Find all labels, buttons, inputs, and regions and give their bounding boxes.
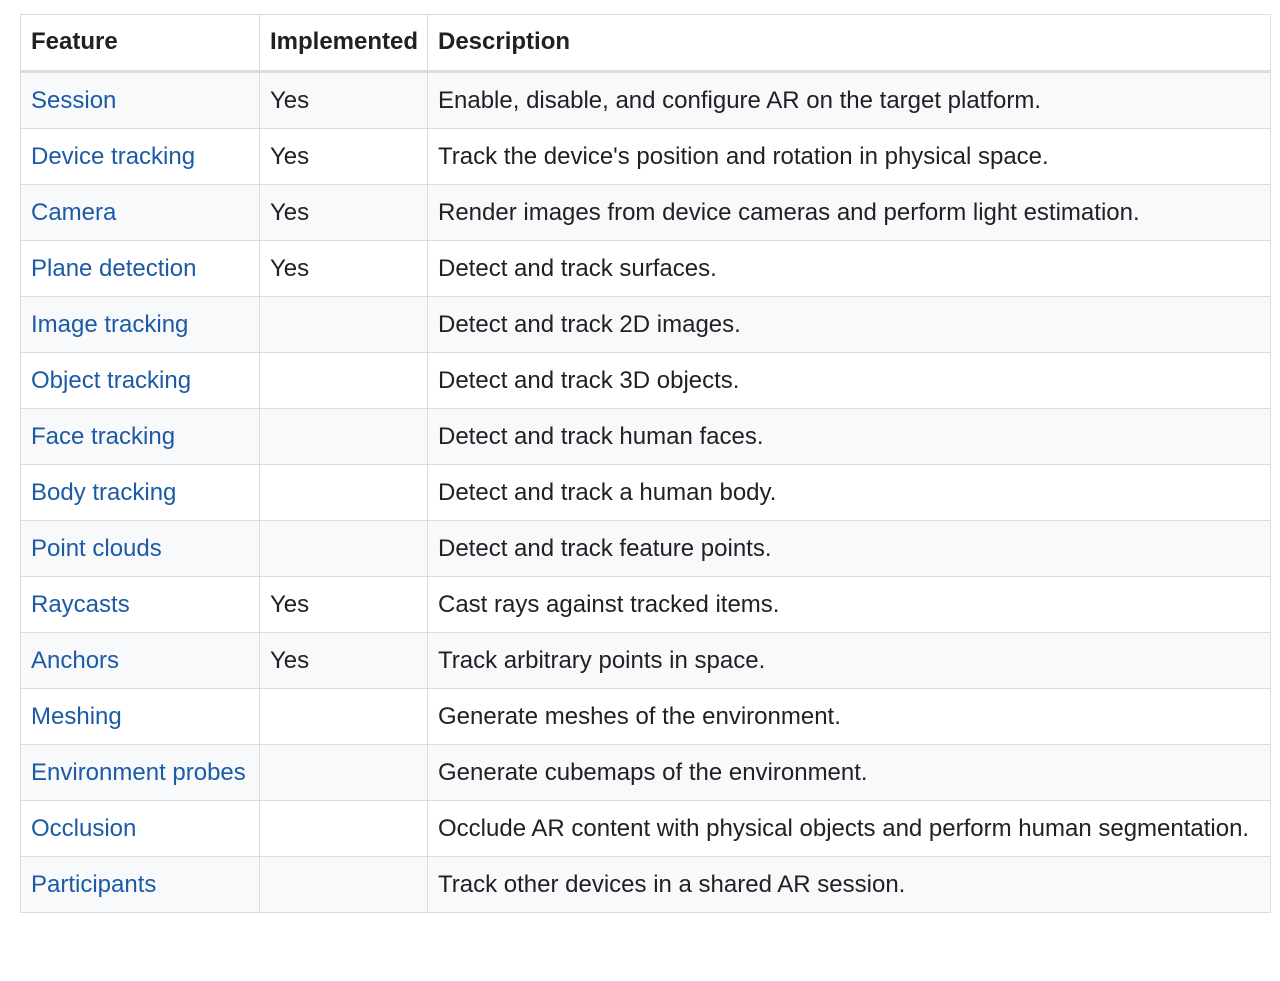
feature-link[interactable]: Plane detection xyxy=(31,255,197,282)
feature-link[interactable]: Point clouds xyxy=(31,535,162,562)
table-row xyxy=(21,857,1271,913)
implemented-cell xyxy=(260,353,428,409)
header-implemented: Implemented xyxy=(260,15,428,72)
feature-cell xyxy=(21,185,260,241)
description-cell: Detect and track feature points. xyxy=(428,521,1271,577)
description-cell: Detect and track a human body. xyxy=(428,465,1271,521)
feature-cell xyxy=(21,745,260,801)
feature-link[interactable]: Raycasts xyxy=(31,591,130,618)
description-cell: Generate meshes of the environment. xyxy=(428,689,1271,745)
implemented-cell: Yes xyxy=(260,633,428,689)
feature-link[interactable]: Object tracking xyxy=(31,367,192,394)
description-cell: Track the device's position and rotation in physical space. xyxy=(428,129,1271,185)
implemented-cell xyxy=(260,465,428,521)
feature-link[interactable]: Participants xyxy=(31,871,157,898)
table-row xyxy=(21,801,1271,857)
description-cell: Detect and track human faces. xyxy=(428,409,1271,465)
feature-link[interactable]: Environment probes xyxy=(31,759,246,786)
description-cell: Track arbitrary points in space. xyxy=(428,633,1271,689)
feature-cell xyxy=(21,72,260,129)
feature-cell xyxy=(21,129,260,185)
implemented-cell xyxy=(260,857,428,913)
table-row xyxy=(21,297,1271,353)
table-row xyxy=(21,409,1271,465)
feature-cell xyxy=(21,577,260,633)
feature-link[interactable]: Face tracking xyxy=(31,423,176,450)
feature-table xyxy=(20,14,1271,913)
table-row xyxy=(21,745,1271,801)
feature-cell xyxy=(21,521,260,577)
implemented-cell xyxy=(260,689,428,745)
table-row xyxy=(21,185,1271,241)
implemented-cell xyxy=(260,745,428,801)
table-body xyxy=(21,72,1271,913)
description-cell: Detect and track surfaces. xyxy=(428,241,1271,297)
table-row xyxy=(21,521,1271,577)
implemented-cell: Yes xyxy=(260,185,428,241)
feature-table-container xyxy=(20,14,1270,913)
feature-link[interactable]: Anchors xyxy=(31,647,120,674)
description-cell: Detect and track 3D objects. xyxy=(428,353,1271,409)
feature-cell xyxy=(21,241,260,297)
table-row xyxy=(21,633,1271,689)
feature-cell xyxy=(21,633,260,689)
feature-link[interactable]: Body tracking xyxy=(31,479,177,506)
implemented-cell xyxy=(260,409,428,465)
description-cell: Track other devices in a shared AR session. xyxy=(428,857,1271,913)
feature-cell xyxy=(21,353,260,409)
header-row xyxy=(21,15,1271,72)
feature-link[interactable]: Meshing xyxy=(31,703,122,730)
implemented-cell xyxy=(260,801,428,857)
table-row xyxy=(21,72,1271,129)
table-row xyxy=(21,465,1271,521)
implemented-cell: Yes xyxy=(260,72,428,129)
description-cell: Render images from device cameras and perform light estimation. xyxy=(428,185,1271,241)
feature-cell xyxy=(21,801,260,857)
header-feature: Feature xyxy=(21,15,260,72)
implemented-cell: Yes xyxy=(260,577,428,633)
implemented-cell: Yes xyxy=(260,129,428,185)
description-cell: Cast rays against tracked items. xyxy=(428,577,1271,633)
implemented-cell: Yes xyxy=(260,241,428,297)
table-row xyxy=(21,577,1271,633)
feature-cell xyxy=(21,465,260,521)
implemented-cell xyxy=(260,297,428,353)
feature-cell xyxy=(21,857,260,913)
description-cell: Generate cubemaps of the environment. xyxy=(428,745,1271,801)
table-row xyxy=(21,241,1271,297)
feature-link[interactable]: Device tracking xyxy=(31,143,196,170)
description-cell: Occlude AR content with physical objects and perform human segmentation. xyxy=(428,801,1271,857)
feature-link[interactable]: Occlusion xyxy=(31,815,137,842)
table-row xyxy=(21,129,1271,185)
description-cell: Detect and track 2D images. xyxy=(428,297,1271,353)
feature-cell xyxy=(21,297,260,353)
feature-cell xyxy=(21,409,260,465)
feature-link[interactable]: Session xyxy=(31,87,117,114)
table-row xyxy=(21,689,1271,745)
table-row xyxy=(21,353,1271,409)
implemented-cell xyxy=(260,521,428,577)
feature-link[interactable]: Image tracking xyxy=(31,311,189,338)
feature-cell xyxy=(21,689,260,745)
feature-link[interactable]: Camera xyxy=(31,199,117,226)
description-cell: Enable, disable, and configure AR on the target platform. xyxy=(428,72,1271,129)
header-description: Description xyxy=(428,15,1271,72)
table-header xyxy=(21,15,1271,72)
